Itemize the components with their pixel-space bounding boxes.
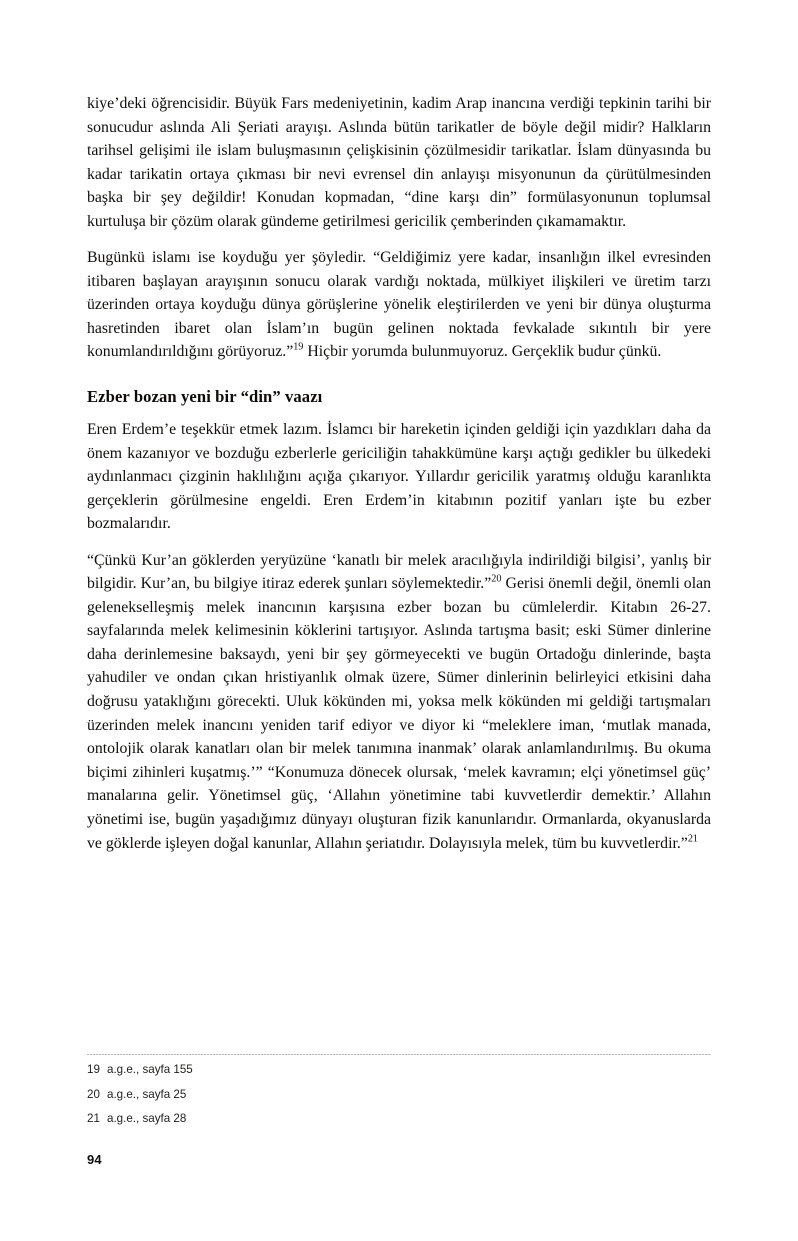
paragraph-2-text-after-ref: Hiçbir yorumda bulunmuyoruz. Gerçeklik budur çünkü. [303, 343, 662, 361]
paragraph-4 [87, 549, 711, 856]
footnote-item [87, 1113, 711, 1125]
footnote-ref-19[interactable]: 19 [293, 342, 304, 354]
footnote-item [87, 1089, 711, 1101]
footnote-text: a.g.e., sayfa 25 [107, 1087, 187, 1101]
paragraph-3: Eren Erdem’e teşekkür etmek lazım. İslamcı bir hareketin içinden geldiği için yazdıkları daha da önem kazanıyor ve bozduğu ezberlerle gericiliğin tahakkümüne karşı açtığı gedikler bu ülkedeki aydınlanmacı çizginin haklılığını açığa çıkarıyor. Yıllardır gericilik yaratmış olduğu karanlıkta gerçeklerin görülmesine engeldi. Eren Erdem’in kitabının pozitif yanları işte bu ezber bozmalarıdır. [87, 421, 711, 533]
page-number: 94 [87, 1152, 102, 1167]
paragraph-1: kiye’deki öğrencisidir. Büyük Fars medeniyetinin, kadim Arap inancına verdiği tepkinin tarihi bir sonucudur aslında Ali Şeriati arayışı. Aslında bütün tarikatler de böyle değil midir? Halkların tarihsel gelişimi ile islam buluşmasının çelişkisinin çözülmesidir tarikatlar. İslam dünyasında bu kadar tarikatin ortaya çıkması bir nevi evrensel din anlayışı misyonunun da çürütülmesinden başka bir şey değildir! Konudan kopmadan, “dine karşı din” formülasyonunun toplumsal kurtuluşa bir çözüm olarak gündeme getirilmesi gericilik çemberinden çıkamamaktır. [87, 95, 711, 230]
paragraph-2-text-before-ref: Bugünkü islamı ise koyduğu yer şöyledir. “Geldiğimiz yere kadar, insanlığın ilkel evresinden itibaren başlayan arayışının sonucu olarak vardığı noktada, mülkiyet ilişkileri ve üretim tarzı üzerinden ortaya koyduğu dünya görüşlerine yönelik eleştirilerden ve yeni bir dünya oluşturma hasretinden ibaret olan İslam’ın bugün gelinen noktada fevkalade sıkıntılı bir yere konumlandırıldığını görüyoruz.” [87, 249, 711, 361]
footnote-ref-21[interactable]: 21 [687, 833, 699, 845]
footnote-text: a.g.e., sayfa 28 [107, 1112, 187, 1125]
footnote-separator-rule [87, 1054, 711, 1055]
footnote-number: 21 [87, 1112, 100, 1125]
paragraph-4-text-after-ref: Gerisi önemli değil, önemli olan gelenekselleşmiş melek inancının karşısına ezber bozan bu cümlelerdir. Kitabın 26-27. sayfalarında melek kelimesinin köklerini tartışıyor. Aslında tartışma basit; eski Sümer dinlerine daha derinlemesine baksaydı, yeni bir şey görmeyecekti ve bugün Ortadoğu dinlerinde, başta yahudiler ve ondan çıkan hristiyanlık olmak üzere, Sümer dinlerinin belirleyici etkisini daha doğrusu yataklığını görecekti. Uluk kökünden mi, yoksa melk kökünden mi geldiği tartışmaları üzerinden melek inancını yeniden tarif ediyor ve diyor ki “meleklere iman, ‘mutlak manada, ontolojik olarak kanatları olan bir melek tanımına inanmak’ olarak anlamlandırılmış. Bu okuma biçimi zihinleri kuşatmış.’” “Konumuza dönecek olursak, ‘melek kavramın; elçi yönetimsel güç’ manalarına gelir. Yönetimsel güç, ‘Allahın yönetimine tabi kuvvetlerdir demektir.’ Allahın yönetimi ise, bugün yaşadığımız dünyayı oluşturan fizik kanunlarıdır. Ormanlarda, okyanuslarda ve göklerde işleyen doğal kanunlar, Allahın şeriatıdır. Dolayısıyla melek, tüm bu kuvvetlerdir.” [87, 575, 711, 852]
footnote-number: 19 [87, 1063, 100, 1076]
footnote-area [87, 1054, 711, 1125]
page-content [87, 92, 711, 855]
footnote-text: a.g.e., sayfa 155 [107, 1063, 193, 1076]
paragraph-4-text-before-ref: “Çünkü Kur’an göklerden yeryüzüne ‘kanatlı bir melek aracılığıyla indirildiği bilgisi’, yanlış bir bilgidir. Kur’an, bu bilgiye itiraz ederek şunları söylemektedir.” [87, 551, 711, 593]
footnote-item [87, 1064, 711, 1076]
footnote-ref-20[interactable]: 20 [491, 573, 502, 585]
section-heading: Ezber bozan yeni bir “din” vaazı [87, 387, 323, 407]
footnote-number: 20 [87, 1087, 100, 1101]
paragraph-2 [87, 246, 711, 364]
